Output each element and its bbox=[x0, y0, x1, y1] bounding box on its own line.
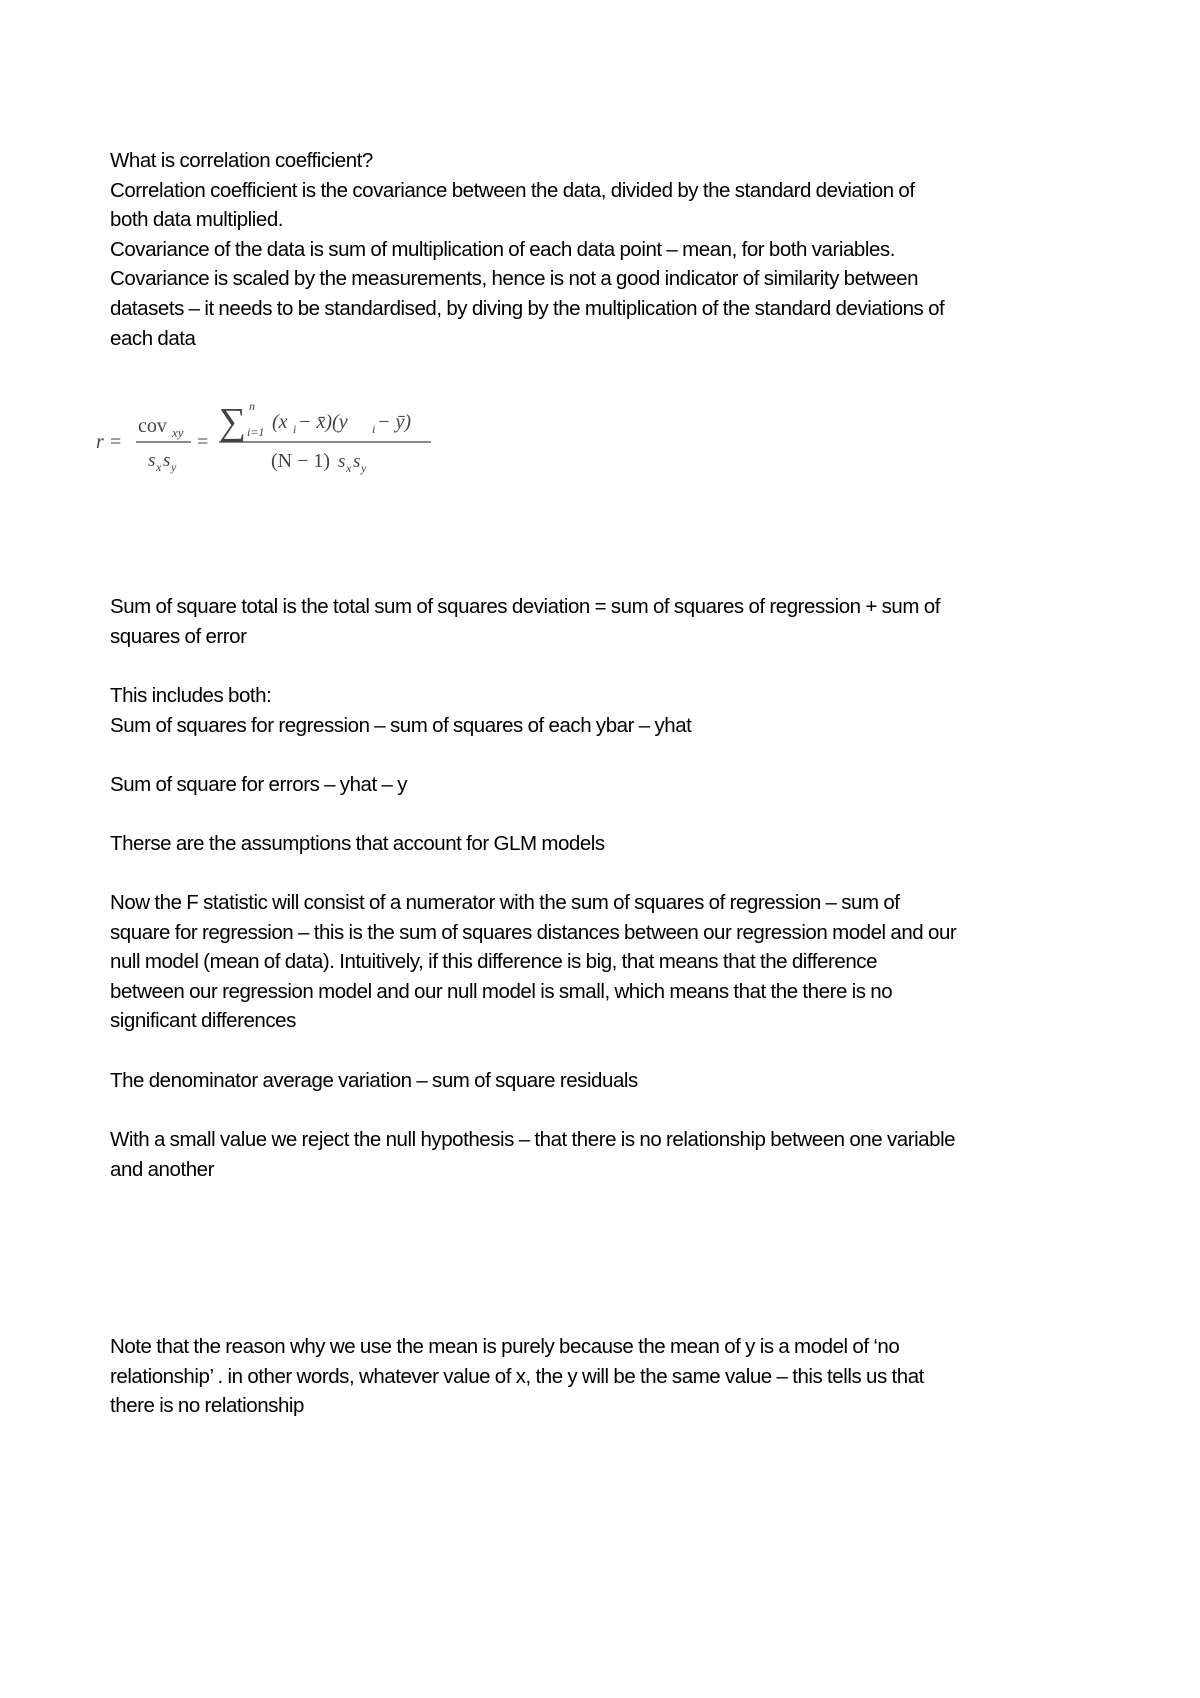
paragraph-line: Note that the reason why we use the mean is purely because the mean of y is a model of ‘no bbox=[110, 1335, 900, 1358]
formula-den-n: (N − 1) bbox=[271, 450, 331, 472]
fstat-paragraph bbox=[110, 888, 1110, 1036]
formula-yi-sub: i bbox=[372, 422, 376, 436]
formula-equals-2: = bbox=[197, 431, 209, 453]
formula-sigma-lower: i=1 bbox=[247, 425, 265, 439]
formula-sigma: ∑ bbox=[219, 401, 247, 443]
sst-paragraph bbox=[110, 592, 1110, 651]
question-heading: What is correlation coefficient? bbox=[110, 149, 373, 172]
paragraph-line: datasets – it needs to be standardised, by diving by the multiplication of the standard deviations of bbox=[110, 296, 945, 320]
paragraph-line: Sum of square for errors – yhat – y bbox=[110, 773, 407, 796]
formula-xi: (x bbox=[272, 411, 288, 433]
note-paragraph bbox=[110, 1332, 1110, 1421]
paragraph-line: The denominator average variation – sum of square residuals bbox=[110, 1069, 638, 1092]
errors-paragraph bbox=[110, 770, 1110, 800]
paragraph-line: significant differences bbox=[110, 1009, 296, 1033]
paragraph-line: With a small value we reject the null hypothesis – that there is no relationship between one variable bbox=[110, 1128, 956, 1151]
paragraph-line: Covariance is scaled by the measurements, hence is not a good indicator of similarity between bbox=[110, 267, 919, 291]
formula-cov: cov bbox=[138, 415, 167, 437]
formula-sx: s bbox=[148, 450, 156, 471]
assumptions-paragraph bbox=[110, 829, 1110, 859]
paragraph-line: square for regression – this is the sum of squares distances between our regression model and our bbox=[110, 920, 957, 944]
paragraph-line: each data bbox=[110, 326, 196, 350]
paragraph-line: and another bbox=[110, 1157, 214, 1181]
formula-sigma-upper: n bbox=[249, 399, 255, 413]
formula-den-sx: s bbox=[338, 451, 346, 472]
paragraph-line: Sum of square total is the total sum of squares deviation = sum of squares of regression + sum of bbox=[110, 595, 940, 618]
denominator-paragraph bbox=[110, 1066, 1110, 1096]
reject-paragraph bbox=[110, 1125, 1110, 1184]
formula-den-sy-sub: y bbox=[361, 461, 367, 475]
paragraph-line: relationship’ . in other words, whatever value of x, the y will be the same value – this tells us that bbox=[110, 1364, 924, 1388]
paragraph-line: null model (mean of data). Intuitively, if this difference is big, that means that the difference bbox=[110, 950, 878, 974]
formula-sy: s bbox=[163, 450, 171, 471]
paragraph-line: squares of error bbox=[110, 624, 247, 648]
formula-sx-sub: x bbox=[156, 460, 162, 474]
formula-xi-sub: i bbox=[293, 422, 297, 436]
formula-sy-sub: y bbox=[171, 460, 177, 474]
paragraph-line: Now the F statistic will consist of a numerator with the sum of squares of regression – sum of bbox=[110, 891, 900, 914]
formula-minus-xbar: − x̄)(y bbox=[298, 411, 348, 433]
formula-den-sx-sub: x bbox=[346, 461, 352, 475]
includes-paragraph bbox=[110, 681, 1110, 740]
paragraph-line: between our regression model and our null model is small, which means that the there is no bbox=[110, 979, 893, 1003]
paragraph-line: there is no relationship bbox=[110, 1394, 304, 1418]
paragraph-line: Therse are the assumptions that account for GLM models bbox=[110, 832, 605, 855]
paragraph-line: Correlation coefficient is the covariance between the data, divided by the standard deviation of bbox=[110, 178, 915, 202]
formula-den-sy: s bbox=[353, 451, 361, 472]
paragraph-line: Sum of squares for regression – sum of squares of each ybar – yhat bbox=[110, 713, 692, 737]
intro-section bbox=[110, 146, 1110, 353]
paragraph-line: Covariance of the data is sum of multiplication of each data point – mean, for both variables. bbox=[110, 237, 895, 261]
formula-cov-sub: xy bbox=[172, 425, 184, 440]
formula-minus-ybar: − ȳ) bbox=[377, 411, 412, 433]
paragraph-line: both data multiplied. bbox=[110, 208, 284, 232]
correlation-formula-svg bbox=[96, 398, 436, 490]
formula-r: r bbox=[96, 431, 104, 453]
correlation-formula bbox=[96, 398, 436, 490]
paragraph-line: This includes both: bbox=[110, 684, 272, 707]
formula-equals-1: = bbox=[110, 431, 122, 453]
